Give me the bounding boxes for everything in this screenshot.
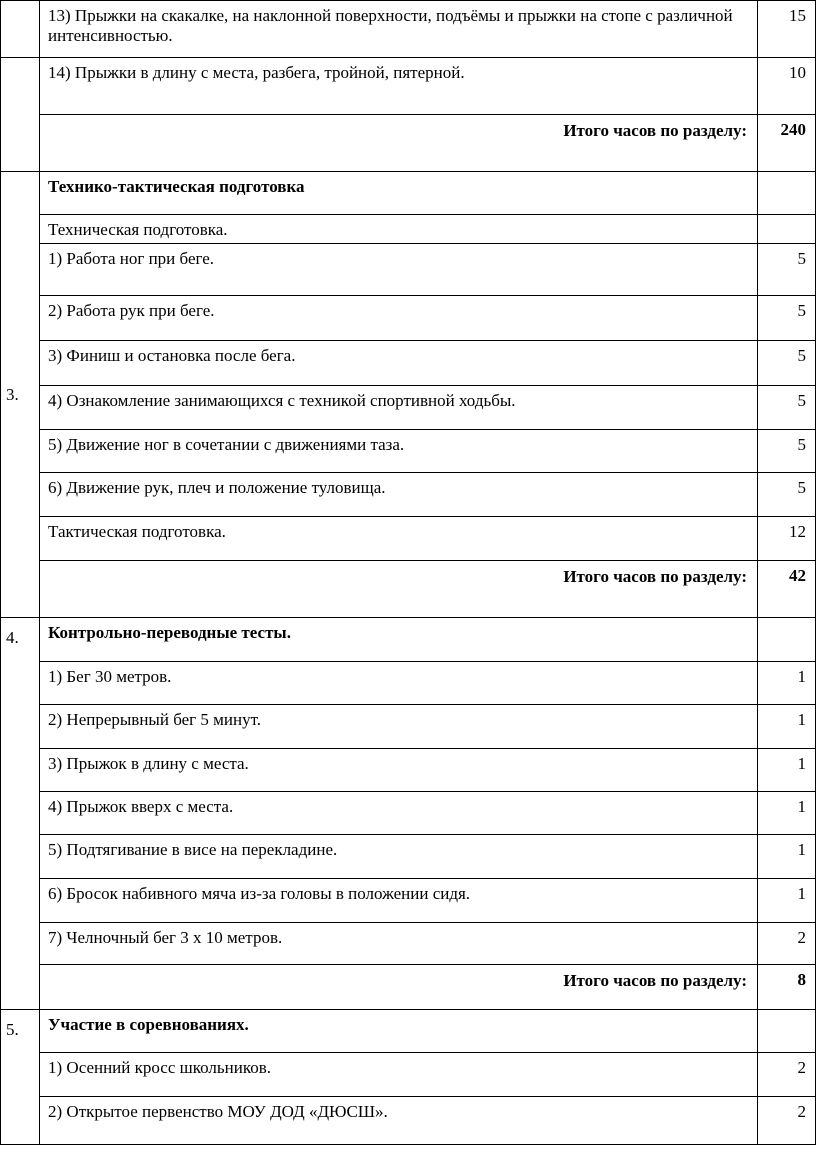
item-hours: 2	[758, 1053, 816, 1097]
table-row	[1, 749, 816, 792]
item-text: 6) Бросок набивного мяча из-за головы в положении сидя.	[40, 879, 758, 923]
table-row	[1, 1, 816, 58]
section-total-row	[1, 115, 816, 172]
section-total-label: Итого часов по разделу:	[40, 965, 758, 1010]
item-hours: 1	[758, 705, 816, 749]
table-row	[1, 244, 816, 296]
section-header-row	[1, 618, 816, 662]
item-text: 14) Прыжки в длину с места, разбега, тройной, пятерной.	[40, 58, 758, 115]
item-hours: 2	[758, 923, 816, 965]
item-hours: 1	[758, 662, 816, 705]
table-row	[1, 705, 816, 749]
section-total-label: Итого часов по разделу:	[40, 561, 758, 618]
item-text: 1) Осенний кросс школьников.	[40, 1053, 758, 1097]
item-text: 1) Бег 30 метров.	[40, 662, 758, 705]
item-hours: 5	[758, 341, 816, 386]
item-text: 7) Челночный бег 3 х 10 метров.	[40, 923, 758, 965]
item-hours	[758, 1010, 816, 1053]
item-hours: 5	[758, 430, 816, 473]
item-text: 4) Ознакомление занимающихся с техникой спортивной ходьбы.	[40, 386, 758, 430]
section-header-row	[1, 1010, 816, 1053]
item-text: 3) Прыжок в длину с места.	[40, 749, 758, 792]
item-hours: 5	[758, 296, 816, 341]
section-number-cell	[1, 1, 40, 58]
section-header-row	[1, 172, 816, 215]
section-number: 4.	[1, 618, 40, 1010]
table-row	[1, 296, 816, 341]
subsection-title: Тактическая подготовка.	[40, 517, 758, 561]
item-hours: 10	[758, 58, 816, 115]
item-hours: 5	[758, 386, 816, 430]
table-row	[1, 473, 816, 517]
section-total-hours: 8	[758, 965, 816, 1010]
item-hours	[758, 172, 816, 215]
section-title: Технико-тактическая подготовка	[40, 172, 758, 215]
item-hours: 2	[758, 1097, 816, 1145]
table-row	[1, 386, 816, 430]
item-text: 1) Работа ног при беге.	[40, 244, 758, 296]
subsection-row	[1, 215, 816, 244]
section-number: 5.	[1, 1010, 40, 1145]
table-row	[1, 792, 816, 835]
subsection-title: Техническая подготовка.	[40, 215, 758, 244]
table-row	[1, 879, 816, 923]
item-hours: 12	[758, 517, 816, 561]
section-total-hours: 42	[758, 561, 816, 618]
section-title: Контрольно-переводные тесты.	[40, 618, 758, 662]
item-hours: 15	[758, 1, 816, 58]
item-hours: 1	[758, 879, 816, 923]
item-hours: 1	[758, 835, 816, 879]
item-hours	[758, 618, 816, 662]
table-row	[1, 430, 816, 473]
item-text: 2) Работа рук при беге.	[40, 296, 758, 341]
table-row	[1, 58, 816, 115]
table-row	[1, 1097, 816, 1145]
item-hours: 5	[758, 244, 816, 296]
item-text: 4) Прыжок вверх с места.	[40, 792, 758, 835]
subsection-row	[1, 517, 816, 561]
table-row	[1, 1053, 816, 1097]
table-row	[1, 923, 816, 965]
item-text: 6) Движение рук, плеч и положение туловища.	[40, 473, 758, 517]
table-row	[1, 341, 816, 386]
item-hours: 5	[758, 473, 816, 517]
item-text: 2) Открытое первенство МОУ ДОД «ДЮСШ».	[40, 1097, 758, 1145]
item-hours: 1	[758, 792, 816, 835]
item-text: 2) Непрерывный бег 5 минут.	[40, 705, 758, 749]
item-hours	[758, 215, 816, 244]
section-total-label: Итого часов по разделу:	[40, 115, 758, 172]
section-total-hours: 240	[758, 115, 816, 172]
item-text: 3) Финиш и остановка после бега.	[40, 341, 758, 386]
table-row	[1, 662, 816, 705]
section-title: Участие в соревнованиях.	[40, 1010, 758, 1053]
section-number: 3.	[1, 172, 40, 618]
section-number-cell	[1, 58, 40, 172]
item-text: 5) Подтягивание в висе на перекладине.	[40, 835, 758, 879]
section-total-row	[1, 965, 816, 1010]
item-text: 13) Прыжки на скакалке, на наклонной поверхности, подъёмы и прыжки на стопе с различной интенсивностью.	[40, 1, 758, 58]
section-total-row	[1, 561, 816, 618]
item-text: 5) Движение ног в сочетании с движениями таза.	[40, 430, 758, 473]
table-row	[1, 835, 816, 879]
item-hours: 1	[758, 749, 816, 792]
